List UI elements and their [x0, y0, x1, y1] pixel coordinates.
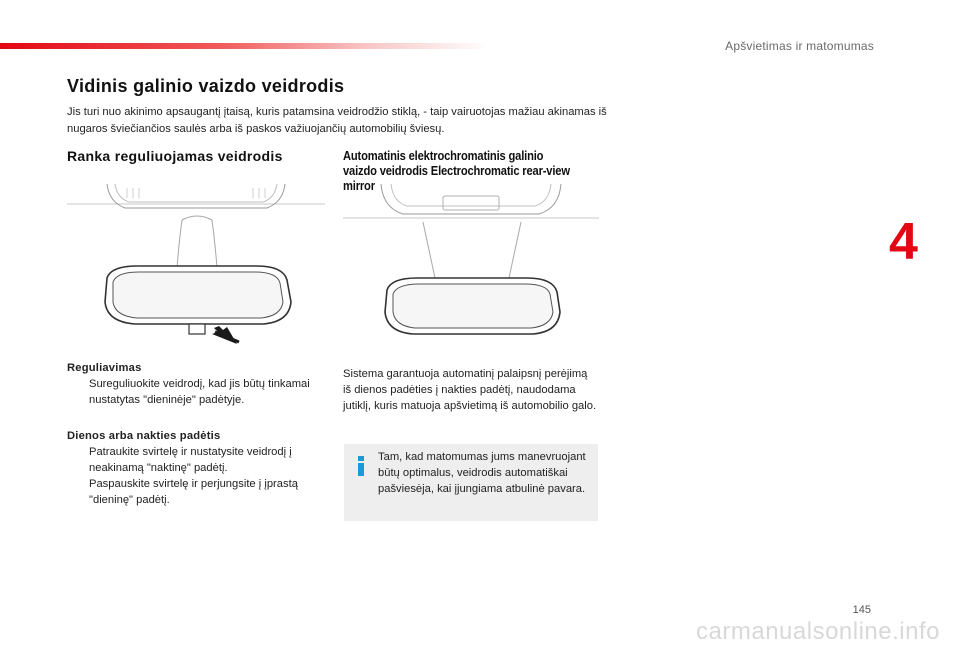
chapter-number: 4 — [889, 213, 918, 271]
list-item: Paspauskite svirtelę ir perjungsite į įprastą "dieninę" padėtį. — [67, 476, 327, 508]
mirror-lever — [189, 324, 205, 334]
auto-mirror-description: Sistema garantuoja automatinį palaipsnį perėjimą iš dienos padėties į nakties padėtį, naudodama jutiklį, kuris matuoja apšvietimą iš automobilio galo. — [343, 368, 597, 412]
list-item: Patraukite svirtelę ir nustatysite veidrodį į neakinamą "naktinę" padėtį. — [67, 444, 327, 476]
list-item: Sureguliuokite veidrodį, kad jis būtų tinkamai nustatytas "dieninėje" padėtyje. — [67, 376, 327, 408]
manual-mirror-illustration — [67, 182, 325, 350]
header-accent-bar — [0, 43, 490, 49]
watermark: carmanualsonline.info — [696, 618, 940, 645]
day-night-title: Dienos arba nakties padėtis — [67, 430, 221, 442]
page-title: Vidinis galinio vaizdo veidrodis — [67, 76, 345, 96]
bullet-icon — [67, 376, 89, 408]
info-text: Tam, kad matomumas jums manevruojant būtų optimalus, veidrodis automatiškai pašviesėja, kai įjungiama atbulinė pavara. — [378, 451, 586, 495]
bullet-icon — [67, 476, 89, 508]
day-night-section — [67, 428, 327, 508]
intro-paragraph: Jis turi nuo akinimo apsaugantį įtaisą, kuris patamsina veidrodžio stiklą, - taip vairuotojas mažiau akinamas iš nugaros šviečiančios saulės arba iš paskos važiuojančių automobilių šviesų. — [67, 106, 607, 135]
manual-mirror-heading: Ranka reguliuojamas veidrodis — [67, 148, 283, 164]
adjust-section — [67, 360, 327, 408]
auto-mirror-illustration — [343, 182, 599, 350]
info-box — [344, 444, 598, 521]
info-icon — [358, 456, 364, 476]
bullet-icon — [67, 444, 89, 476]
page-number: 145 — [852, 604, 871, 616]
adjust-title: Reguliavimas — [67, 362, 142, 374]
auto-mirror-heading: Automatinis elektrochromatinis galinio vaizdo veidrodis Electrochromatic rear-view mirror — [343, 148, 570, 193]
section-title: Apšvietimas ir matomumas — [725, 39, 874, 53]
